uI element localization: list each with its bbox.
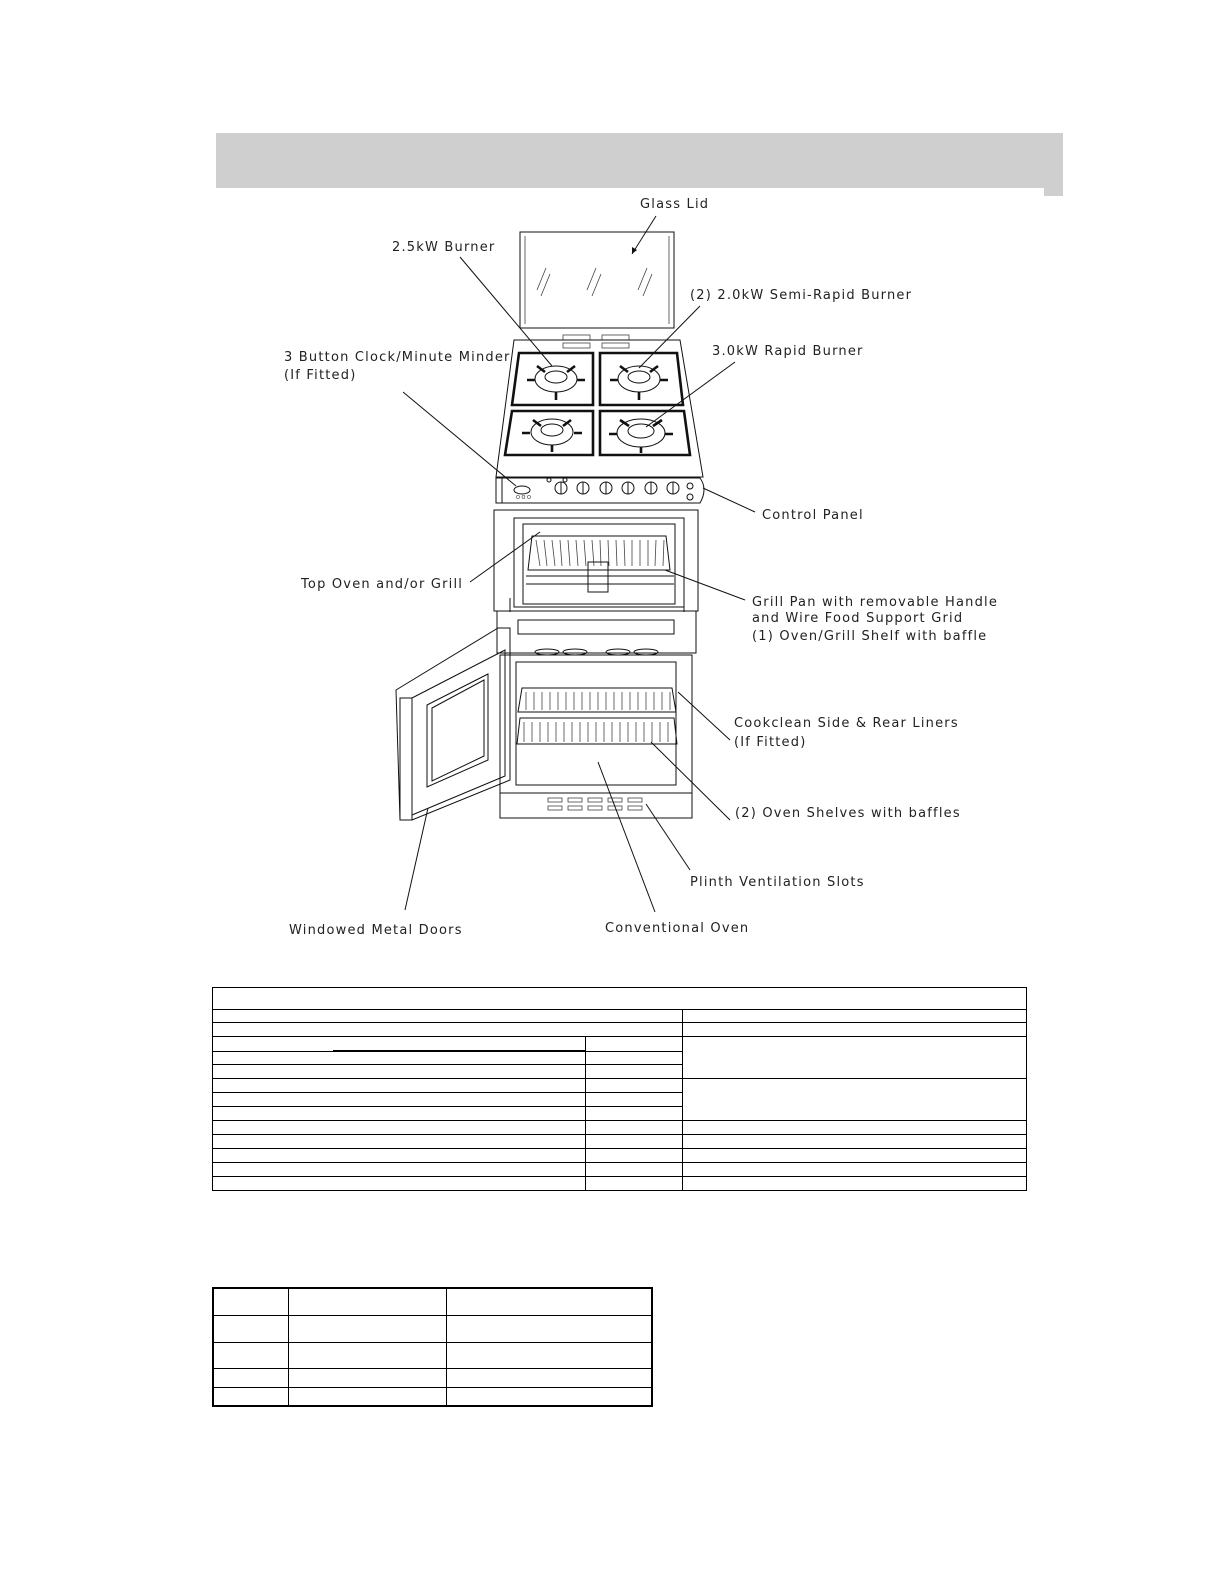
label-plinth-slots: Plinth Ventilation Slots (690, 875, 865, 890)
table-cell (683, 1135, 1027, 1149)
table-cell (213, 1163, 586, 1177)
table-row (213, 1342, 652, 1368)
label-grill-pan: Grill Pan with removable Handle (752, 595, 999, 610)
label-clock-minder: 3 Button Clock/Minute Minder (284, 350, 511, 365)
table-cell (213, 1023, 683, 1037)
table-cell (213, 1342, 289, 1368)
table-cell (585, 1177, 683, 1191)
table-cell (585, 1052, 683, 1065)
table-cell (213, 1149, 586, 1163)
burner-semi-rapid-rear (610, 366, 668, 400)
table-cell (289, 1288, 447, 1315)
table-cell (289, 1368, 447, 1387)
main-oven (500, 649, 692, 818)
table-cell (585, 1121, 683, 1135)
table-cell (585, 1163, 683, 1177)
table-cell (585, 1093, 683, 1107)
table-cell (289, 1342, 447, 1368)
label-control-panel: Control Panel (762, 508, 864, 523)
svg-text:O O O: O O O (516, 495, 531, 501)
table-cell (213, 1079, 586, 1093)
table-cell (447, 1387, 652, 1406)
table-cell (213, 1135, 586, 1149)
table-cell (447, 1368, 652, 1387)
table-cell (213, 1010, 683, 1023)
table-row (213, 1387, 652, 1406)
glass-lid (520, 232, 674, 348)
label-grill-pan-grid: and Wire Food Support Grid (752, 611, 964, 626)
label-rapid-burner: 3.0kW Rapid Burner (712, 344, 864, 359)
label-cookclean-note: (If Fitted) (734, 735, 807, 750)
table-cell (585, 1065, 683, 1079)
table-cell (683, 1177, 1027, 1191)
table-cell (213, 1387, 289, 1406)
table-cell (683, 1079, 1027, 1121)
table-row (213, 988, 1027, 1010)
label-grill-shelf: (1) Oven/Grill Shelf with baffle (752, 629, 988, 644)
table-cell (683, 1163, 1027, 1177)
table-cell (585, 1135, 683, 1149)
label-conventional-oven: Conventional Oven (605, 921, 750, 936)
table-cell (213, 1065, 586, 1079)
leader-lines (403, 216, 755, 912)
label-cookclean: Cookclean Side & Rear Liners (734, 716, 959, 731)
label-2-5kw-burner: 2.5kW Burner (392, 240, 496, 255)
burner-semi-rapid-front (522, 419, 582, 452)
table-cell (585, 1107, 683, 1121)
secondary-table (212, 1287, 653, 1407)
table-cell (213, 1368, 289, 1387)
table-cell (213, 1093, 586, 1107)
table-cell (289, 1387, 447, 1406)
table-row (213, 1010, 1027, 1023)
table-row (213, 1037, 1027, 1052)
label-glass-lid: Glass Lid (640, 197, 710, 212)
table-row (213, 1315, 652, 1342)
burner-rapid (609, 419, 673, 453)
table-row (213, 1079, 1027, 1093)
table-cell (213, 1052, 586, 1065)
table-row (213, 1121, 1027, 1135)
table-cell (585, 1079, 683, 1093)
table-row (213, 1149, 1027, 1163)
table-cell (447, 1342, 652, 1368)
table-row (213, 1368, 652, 1387)
table-cell (213, 1107, 586, 1121)
label-oven-shelves: (2) Oven Shelves with baffles (735, 806, 961, 821)
table-cell (585, 1149, 683, 1163)
table-row (213, 1023, 1027, 1037)
label-windowed-doors: Windowed Metal Doors (289, 923, 463, 938)
table-cell (683, 1149, 1027, 1163)
table-cell (447, 1315, 652, 1342)
table-cell (213, 1121, 586, 1135)
table-row (213, 1163, 1027, 1177)
top-oven (494, 510, 698, 653)
burner-2-5kw (527, 366, 585, 400)
table-cell (289, 1315, 447, 1342)
table-cell (585, 1037, 683, 1052)
table-cell (683, 1023, 1027, 1037)
table-cell (213, 1037, 586, 1052)
label-semi-rapid-burner: (2) 2.0kW Semi-Rapid Burner (690, 288, 913, 303)
table-cell (683, 1121, 1027, 1135)
label-top-oven: Top Oven and/or Grill (301, 577, 464, 592)
table-row (213, 1177, 1027, 1191)
label-clock-minder-note: (If Fitted) (284, 368, 357, 383)
specification-table (212, 987, 1027, 1191)
control-panel (496, 478, 704, 503)
open-door (396, 628, 510, 820)
table-cell (447, 1288, 652, 1315)
table-cell (213, 1315, 289, 1342)
table-row (213, 1288, 652, 1315)
table-cell (213, 988, 1027, 1010)
table-cell (683, 1037, 1027, 1079)
table-cell (213, 1288, 289, 1315)
table-cell (683, 1010, 1027, 1023)
table-row (213, 1135, 1027, 1149)
table-cell (213, 1177, 586, 1191)
